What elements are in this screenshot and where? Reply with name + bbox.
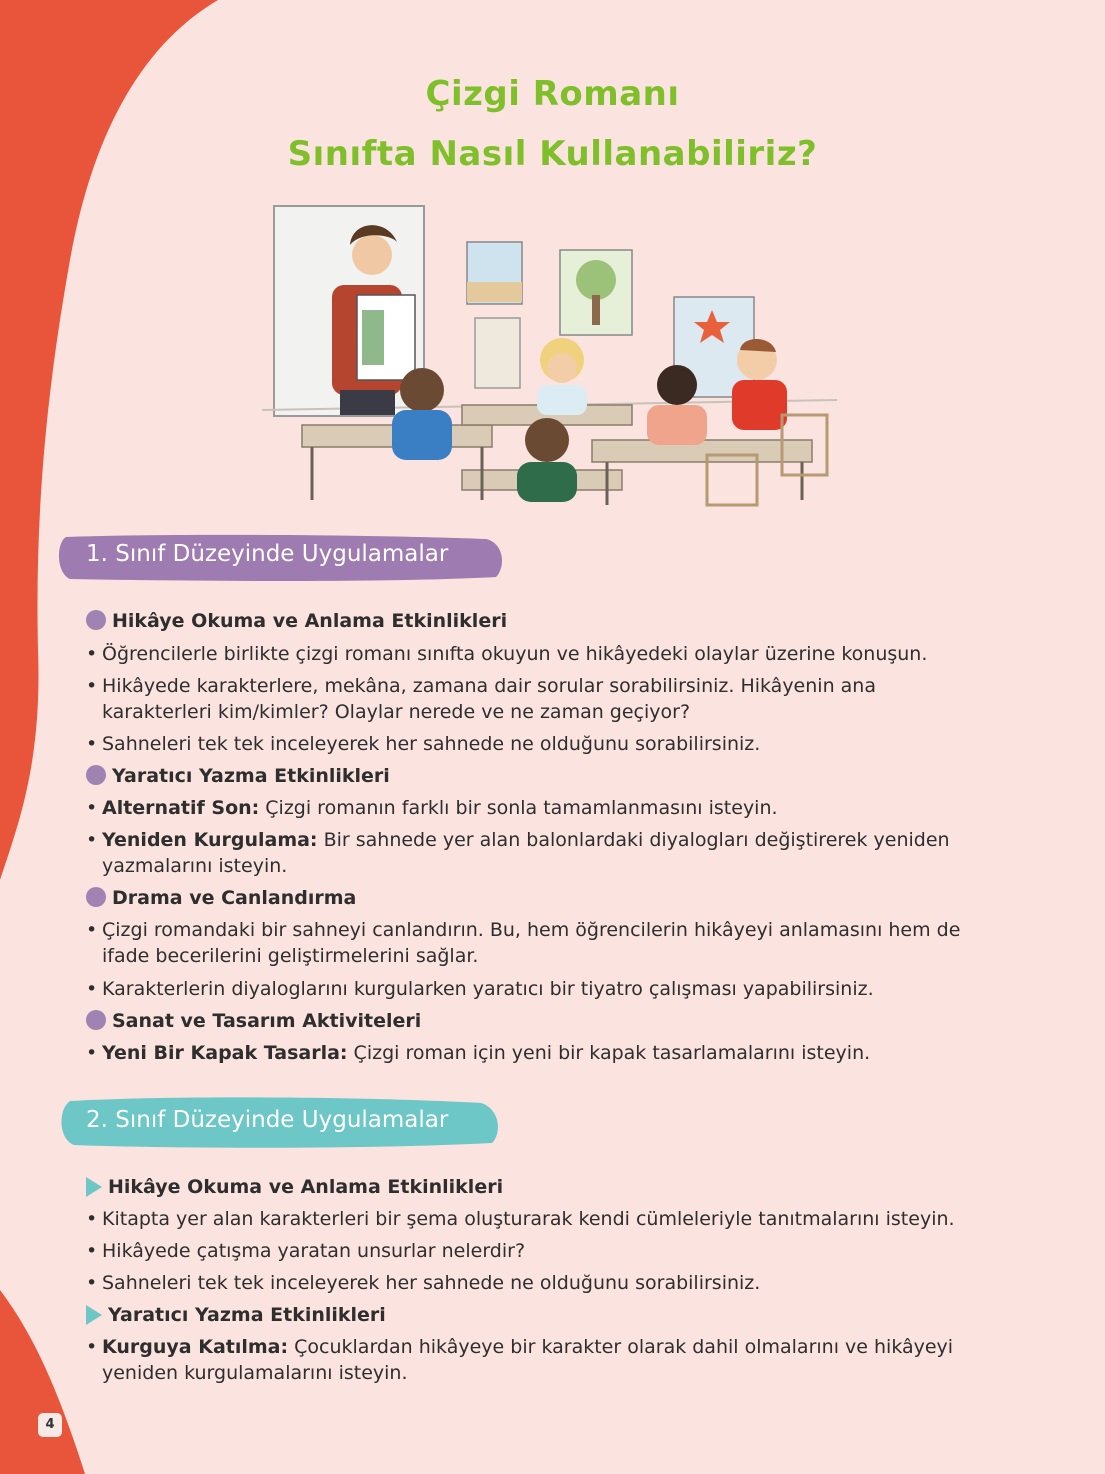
teal-triangle-bullet-icon: [86, 1305, 102, 1325]
purple-bullet-icon: [86, 610, 106, 630]
section1-subheading-art: Sanat ve Tasarım Aktiviteleri: [86, 1008, 1026, 1034]
section2-heading: 2. Sınıf Düzeyinde Uygulamalar: [86, 1107, 449, 1133]
list-item: • Karakterlerin diyaloglarını kurgularken yaratıcı bir tiyatro çalışması yapabilirsiniz.: [86, 978, 874, 1000]
list-item-continuation: yazmalarını isteyin.: [102, 855, 288, 877]
purple-bullet-icon: [86, 887, 106, 907]
list-item: • Alternatif Son: Çizgi romanın farklı bir sonla tamamlanmasını isteyin.: [86, 797, 778, 819]
section2-subheading-reading: Hikâye Okuma ve Anlama Etkinlikleri: [86, 1174, 1026, 1200]
teal-triangle-bullet-icon: [86, 1177, 102, 1197]
list-item: • Çizgi romandaki bir sahneyi canlandırın. Bu, hem öğrencilerin hikâyeyi anlamasını hem de: [86, 919, 961, 941]
purple-bullet-icon: [86, 765, 106, 785]
list-item: • Sahneleri tek tek inceleyerek her sahnede ne olduğunu sorabilirsiniz.: [86, 733, 761, 755]
section2-subheading-writing: Yaratıcı Yazma Etkinlikleri: [86, 1302, 1026, 1328]
section1-heading: 1. Sınıf Düzeyinde Uygulamalar: [86, 541, 449, 567]
list-item: • Hikâyede çatışma yaratan unsurlar nelerdir?: [86, 1240, 526, 1262]
section1-subheading-writing: Yaratıcı Yazma Etkinlikleri: [86, 763, 1026, 789]
list-item: • Sahneleri tek tek inceleyerek her sahnede ne olduğunu sorabilirsiniz.: [86, 1272, 761, 1294]
classroom-illustration: [262, 200, 842, 515]
list-item: • Yeniden Kurgulama: Bir sahnede yer alan balonlardaki diyalogları değiştirerek yeniden: [86, 829, 950, 851]
page-title-line2: Sınıfta Nasıl Kullanabiliriz?: [287, 134, 818, 174]
list-item: • Hikâyede karakterlere, mekâna, zamana dair sorular sorabilirsiniz. Hikâyenin ana: [86, 675, 876, 697]
list-item-continuation: karakterleri kim/kimler? Olaylar nerede ve ne zaman geçiyor?: [102, 701, 691, 723]
list-item-continuation: ifade becerilerini geliştirmelerini sağlar.: [102, 945, 479, 967]
list-item-continuation: yeniden kurgulamalarını isteyin.: [102, 1362, 408, 1384]
section1-subheading-reading: Hikâye Okuma ve Anlama Etkinlikleri: [86, 608, 1026, 634]
list-item: • Kitapta yer alan karakterleri bir şema oluşturarak kendi cümleleriyle tanıtmalarını isteyin.: [86, 1208, 955, 1230]
list-item: • Kurguya Katılma: Çocuklardan hikâyeye bir karakter olarak dahil olmalarını ve hikâyeyi: [86, 1336, 954, 1358]
page-title-line1: Çizgi Romanı: [425, 74, 680, 114]
list-item: • Yeni Bir Kapak Tasarla: Çizgi roman için yeni bir kapak tasarlamalarını isteyin.: [86, 1042, 871, 1064]
purple-bullet-icon: [86, 1010, 106, 1030]
page-number: 4: [38, 1413, 62, 1437]
list-item: • Öğrencilerle birlikte çizgi romanı sınıfta okuyun ve hikâyedeki olaylar üzerine konuşun.: [86, 643, 928, 665]
section1-subheading-drama: Drama ve Canlandırma: [86, 885, 1026, 911]
